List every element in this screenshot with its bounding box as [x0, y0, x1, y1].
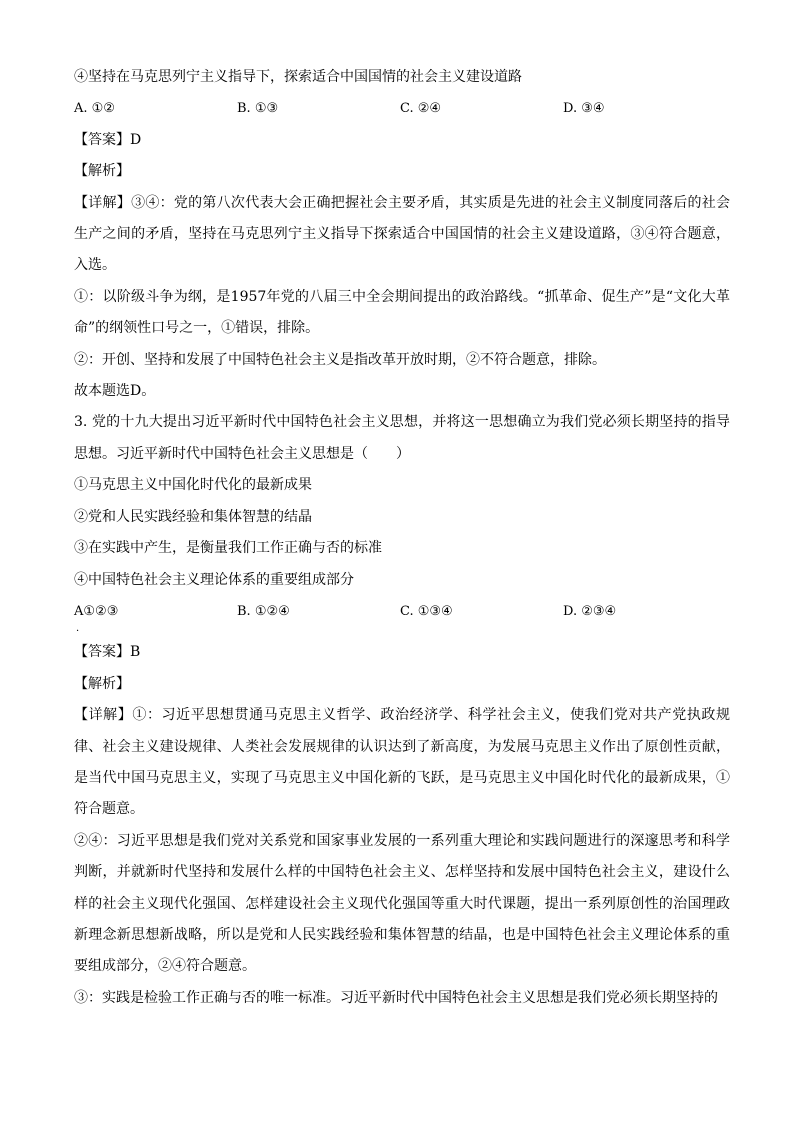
q2-option-b: B. ①③: [237, 101, 279, 117]
q3-options: [74, 596, 730, 627]
document-page: [74, 62, 730, 1014]
q3-item-1: ①马克思主义中国化时代化的最新成果: [74, 477, 312, 494]
q3-detail-paragraph-1: 【详解】①：习近平思想贯通马克思主义哲学、政治经济学、科学社会主义，使我们党对共产党执政规律、社会主义建设规律、人类社会发展规律的认识达到了新高度，为发展马克思主义作出了原创性贡献，是当代中国马克思主义，实现了马克思主义中国化新的飞跃，是马克思主义中国化时代化的最新成果，①符合题意。: [74, 707, 730, 818]
q3-item-3: ③在实践中产生，是衡量我们工作正确与否的标准: [74, 540, 382, 557]
q3-item-4: ④中国特色社会主义理论体系的重要组成部分: [74, 571, 354, 588]
q2-option-d: D. ③④: [563, 101, 605, 117]
q3-option-b: B. ①②④: [237, 603, 290, 619]
q3-detail-paragraph-3: ③：实践是检验工作正确与否的唯一标准。习近平新时代中国特色社会主义思想是我们党必须长期坚持的: [74, 989, 718, 1006]
q3-answer: 【答案】B: [74, 644, 141, 661]
q2-detail-paragraph-2: ①：以阶级斗争为纲，是1957年党的八届三中全会期间提出的政治路线。“抓革命、促生产”是“文化大革命”的纲领性口号之一，①错误，排除。: [74, 288, 730, 337]
q2-options: [74, 93, 730, 124]
q3-detail-paragraph-2: ②④：习近平思想是我们党对关系党和国家事业发展的一系列重大理论和实践问题进行的深邃思考和科学判断，并就新时代坚持和发展什么样的中国特色社会主义、怎样坚持和发展中国特色社会主义，建设什么样的社会主义现代化强国、怎样建设社会主义现代化强国等重大时代课题，提出一系列原创性的治国理政新理念新思想新战略，所以是党和人民实践经验和集体智慧的结晶，也是中国特色社会主义理论体系的重要组成部分，②④符合题意。: [74, 832, 730, 975]
stray-dot: ·: [76, 626, 80, 638]
q2-item-4: ④坚持在马克思列宁主义指导下，探索适合中国国情的社会主义建设道路: [74, 69, 522, 85]
q3-option-a: A①②③: [74, 603, 119, 619]
q2-conclusion: 故本题选D。: [74, 383, 156, 400]
q2-option-a: A. ①②: [74, 101, 115, 117]
q2-analysis-heading: 【解析】: [74, 163, 130, 180]
q3-option-c: C. ①③④: [400, 603, 453, 619]
q3-item-2: ②党和人民实践经验和集体智慧的结晶: [74, 508, 312, 525]
q2-answer: 【答案】D: [74, 131, 142, 148]
q3-analysis-heading: 【解析】: [74, 675, 130, 692]
q3-option-d: D. ②③④: [563, 603, 617, 619]
q3-stem: 3. 党的十九大提出习近平新时代中国特色社会主义思想，并将这一思想确立为我们党必须长期坚持的指导思想。习近平新时代中国特色社会主义思想是（ ）: [74, 414, 730, 462]
q2-option-c: C. ②④: [400, 101, 442, 117]
q2-detail-paragraph-1: 【详解】③④：党的第八次代表大会正确把握社会主要矛盾，其实质是先进的社会主义制度同落后的社会生产之间的矛盾，坚持在马克思列宁主义指导下探索适合中国国情的社会主义建设道路，③④符合题意，入选。: [74, 194, 730, 274]
q2-detail-paragraph-3: ②：开创、坚持和发展了中国特色社会主义是指改革开放时期，②不符合题意，排除。: [74, 351, 606, 368]
